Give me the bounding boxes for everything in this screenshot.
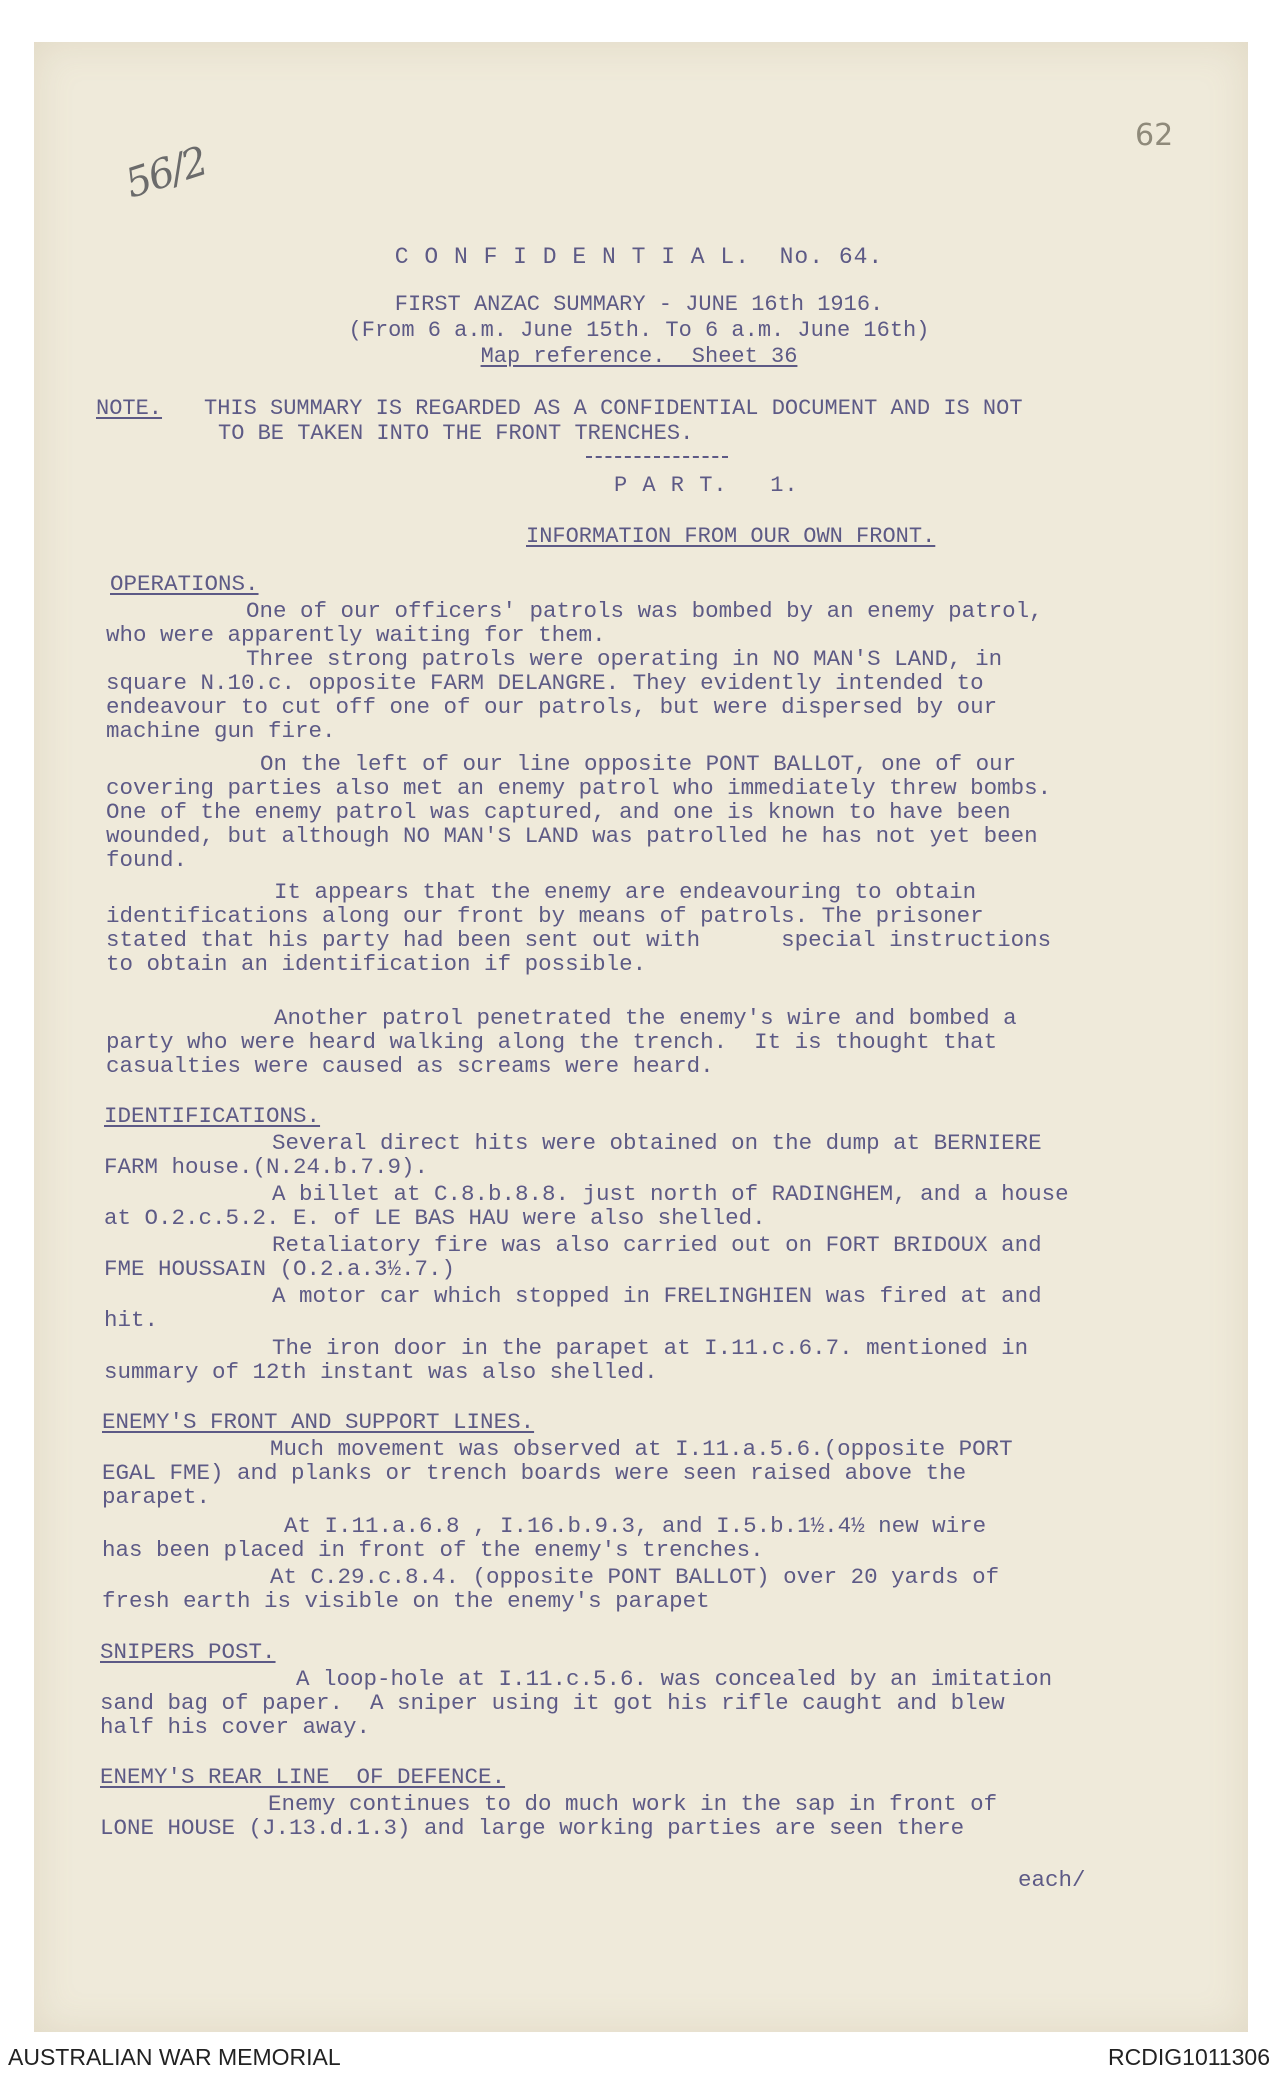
text-line: On the left of our line opposite PONT BALLOT, one of our [260,751,1017,777]
handwritten-reference: 56/2 [119,138,212,208]
text-line: LONE HOUSE (J.13.d.1.3) and large working parties are seen there [100,1815,965,1841]
part-title: INFORMATION FROM OUR OWN FRONT. [526,524,936,549]
text-line: FME HOUSSAIN (O.2.a.3½.7.) [104,1256,456,1282]
text-line: Three strong patrols were operating in NO MAN'S LAND, in [246,646,1003,672]
text-line: to obtain an identification if possible. [106,951,647,977]
text-line: A billet at C.8.b.8.8. just north of RADINGHEM, and a house [272,1181,1069,1207]
text-line: Enemy continues to do much work in the sap in front of [268,1791,998,1817]
text-line: party who were heard walking along the trench. It is thought that [106,1029,998,1055]
note-line-1: THIS SUMMARY IS REGARDED AS A CONFIDENTIAL DOCUMENT AND IS NOT [204,396,1023,421]
section-heading-identifications: IDENTIFICATIONS. [104,1103,321,1129]
text-line: A motor car which stopped in FRELINGHIEN was fired at and [272,1283,1042,1309]
text-line: wounded, but although NO MAN'S LAND was patrolled he has not yet been [106,823,1038,849]
text-line: hit. [104,1307,159,1333]
text-line: fresh earth is visible on the enemy's parapet [102,1588,710,1614]
text-line: stated that his party had been sent out with special instructions [106,927,1052,953]
text-line: Another patrol penetrated the enemy's wire and bombed a [274,1005,1017,1031]
text-line: Several direct hits were obtained on the dump at BERNIERE [272,1130,1042,1156]
text-line: A loop-hole at I.11.c.5.6. was concealed by an imitation [296,1666,1053,1692]
text-line: found. [106,847,188,873]
footer-record-id: RCDIG1011306 [1108,2044,1270,2070]
text-line: parapet. [102,1484,211,1510]
text-line: At C.29.c.8.4. (opposite PONT BALLOT) over 20 yards of [270,1564,1000,1590]
footer-source: AUSTRALIAN WAR MEMORIAL [8,2044,341,2070]
text-line: EGAL FME) and planks or trench boards were seen raised above the [102,1460,967,1486]
text-line: who were apparently waiting for them. [106,622,606,648]
map-reference: Map reference. Sheet 36 [480,344,798,369]
text-line: square N.10.c. opposite FARM DELANGRE. They evidently intended to [106,670,984,696]
text-line: identifications along our front by means of patrols. The prisoner [106,903,984,929]
text-line: Retaliatory fire was also carried out on FORT BRIDOUX and [272,1232,1042,1258]
text-line: At I.11.a.6.8 , I.16.b.9.3, and I.5.b.1½.4½ new wire [284,1513,987,1539]
text-line: One of our officers' patrols was bombed by an enemy patrol, [246,598,1043,624]
text-line: One of the enemy patrol was captured, and one is known to have been [106,799,1011,825]
text-line: endeavour to cut off one of our patrols, but were dispersed by our [106,694,998,720]
catchword: each/ [1018,1867,1086,1893]
summary-period: (From 6 a.m. June 15th. To 6 a.m. June 16th) [348,318,930,343]
text-line: casualties were caused as screams were heard. [106,1053,714,1079]
section-heading-enemy-front: ENEMY'S FRONT AND SUPPORT LINES. [102,1409,535,1435]
text-line: covering parties also met an enemy patrol who immediately threw bombs. [106,775,1052,801]
text-line: Much movement was observed at I.11.a.5.6.(opposite PORT [270,1436,1013,1462]
document-classification: C O N F I D E N T I A L. No. 64. [394,244,884,270]
section-heading-rear-line: ENEMY'S REAR LINE OF DEFENCE. [100,1764,506,1790]
text-line: at O.2.c.5.2. E. of LE BAS HAU were also shelled. [104,1205,766,1231]
text-line: machine gun fire. [106,718,336,744]
section-heading-operations: OPERATIONS. [110,571,259,597]
divider [586,456,728,458]
text-line: It appears that the enemy are endeavouring to obtain [274,879,977,905]
part-heading: P A R T. 1. [614,473,799,498]
text-line: has been placed in front of the enemy's trenches. [102,1537,764,1563]
section-heading-snipers-post: SNIPERS POST. [100,1639,276,1665]
text-line: sand bag of paper. A sniper using it got his rifle caught and blew [100,1690,1005,1716]
note-line-2: TO BE TAKEN INTO THE FRONT TRENCHES. [218,421,694,446]
text-line: half his cover away. [100,1714,371,1740]
text-line: summary of 12th instant was also shelled. [104,1359,658,1385]
summary-title: FIRST ANZAC SUMMARY - JUNE 16th 1916. [394,292,884,317]
text-line: The iron door in the parapet at I.11.c.6.7. mentioned in [272,1335,1029,1361]
note-label: NOTE. [96,396,163,421]
page-number: 62 [1135,118,1174,153]
text-line: FARM house.(N.24.b.7.9). [104,1154,429,1180]
